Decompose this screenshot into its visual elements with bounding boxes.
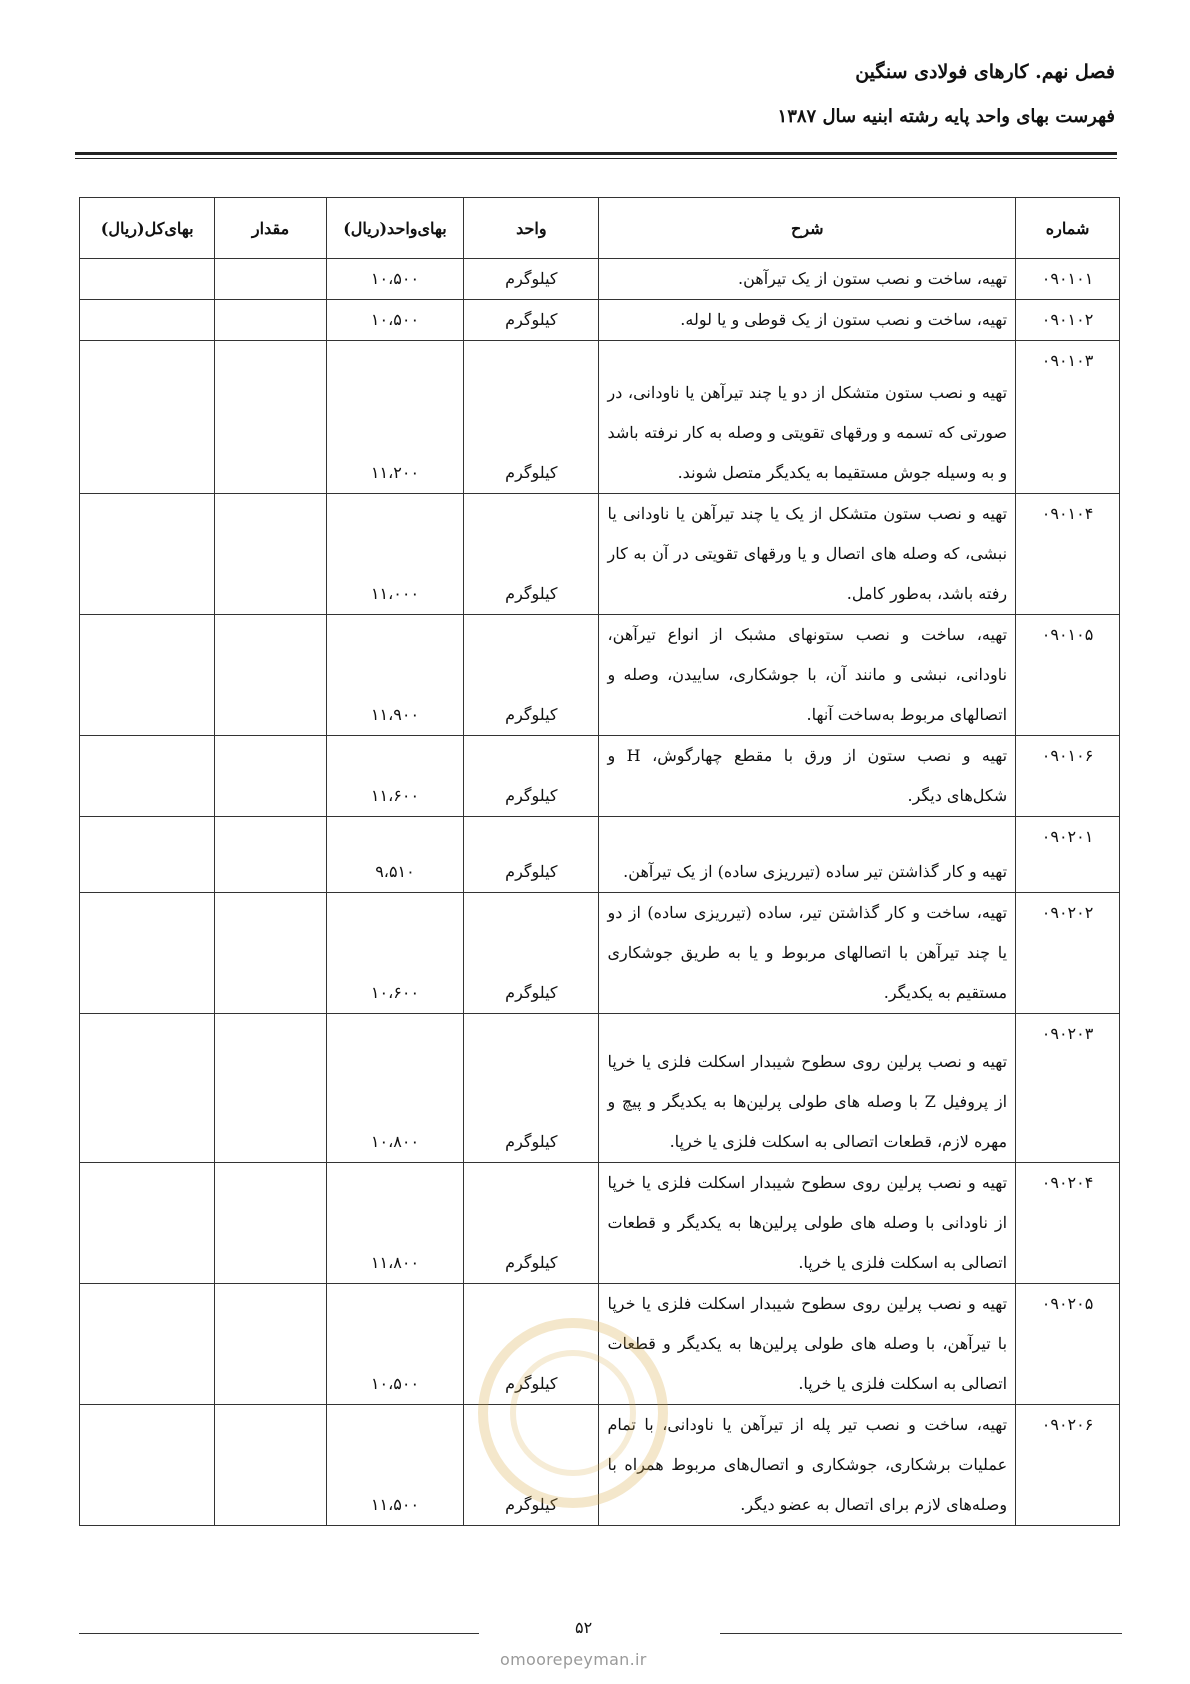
column-header-description: شرح [599,198,1016,259]
page-number: ۵۲ [575,1618,593,1637]
table-row [80,494,1120,615]
item-number: ۰۹۰۱۰۳ [1016,341,1120,494]
table-row [80,893,1120,1014]
page-header [75,56,1115,132]
item-quantity [215,1405,326,1526]
item-number: ۰۹۰۱۰۶ [1016,736,1120,817]
item-total-price [80,259,215,300]
item-quantity [215,341,326,494]
footer-divider-left [79,1633,479,1634]
column-header-total-price: بهای‌کل(ریال) [80,198,215,259]
site-watermark: omoorepeyman.ir [500,1650,647,1669]
item-number: ۰۹۰۲۰۳ [1016,1014,1120,1163]
item-total-price [80,736,215,817]
item-total-price [80,1405,215,1526]
item-quantity [215,893,326,1014]
price-table [79,197,1120,1526]
item-unit-price: ۱۱،۸۰۰ [326,1163,463,1284]
table-row [80,736,1120,817]
table-row [80,1163,1120,1284]
table-header-row [80,198,1120,259]
item-quantity [215,817,326,893]
footer-divider-right [720,1633,1122,1634]
item-quantity [215,736,326,817]
item-quantity [215,300,326,341]
item-quantity [215,494,326,615]
item-unit-price: ۱۰،۶۰۰ [326,893,463,1014]
item-total-price [80,494,215,615]
item-unit: کیلوگرم [464,1284,599,1405]
chapter-title: فصل نهم. کارهای فولادی سنگین [855,61,1115,83]
item-number: ۰۹۰۲۰۱ [1016,817,1120,893]
item-unit-price: ۱۱،۰۰۰ [326,494,463,615]
item-total-price [80,1014,215,1163]
item-number: ۰۹۰۲۰۶ [1016,1405,1120,1526]
item-quantity [215,1163,326,1284]
column-header-unit: واحد [464,198,599,259]
item-unit-price: ۱۰،۵۰۰ [326,1284,463,1405]
item-quantity [215,1284,326,1405]
header-divider-thin [75,158,1117,159]
item-total-price [80,1284,215,1405]
item-quantity [215,615,326,736]
item-quantity [215,259,326,300]
item-unit-price: ۹،۵۱۰ [326,817,463,893]
item-total-price [80,341,215,494]
item-description: تهیه، ساخت و کار گذاشتن تیر، ساده (تیرریزی ساده) از دو یا چند تیرآهن با اتصالهای مربوط و یا به طریق جوشکاری مستقیم به یکدیگر. [599,893,1016,1014]
item-unit: کیلوگرم [464,736,599,817]
item-unit: کیلوگرم [464,300,599,341]
item-number: ۰۹۰۱۰۲ [1016,300,1120,341]
item-description: تهیه و نصب پرلین روی سطوح شیبدار اسکلت فلزی یا خرپا از پروفیل Z با وصله های طولی پرلین‌ها به یکدیگر و پیچ و مهره لازم، قطعات اتصالی به اسکلت فلزی یا خرپا. [599,1014,1016,1163]
item-number: ۰۹۰۲۰۲ [1016,893,1120,1014]
table-row [80,1284,1120,1405]
item-unit: کیلوگرم [464,1405,599,1526]
item-unit: کیلوگرم [464,341,599,494]
item-unit: کیلوگرم [464,1014,599,1163]
item-description: تهیه، ساخت و نصب تیر پله از تیرآهن یا ناودانی، با تمام عملیات برشکاری، جوشکاری و اتصال‌های مربوط همراه با وصله‌های لازم برای اتصال به عضو دیگر. [599,1405,1016,1526]
item-description: تهیه، ساخت و نصب ستونهای مشبک از انواع تیرآهن، ناودانی، نبشی و مانند آن، با جوشکاری، ساییدن، وصله و اتصالهای مربوط به‌ساخت آنها. [599,615,1016,736]
item-number: ۰۹۰۱۰۱ [1016,259,1120,300]
item-unit-price: ۱۱،۶۰۰ [326,736,463,817]
item-description: تهیه، ساخت و نصب ستون از یک تیرآهن. [599,259,1016,300]
column-header-number: شماره [1016,198,1120,259]
item-unit: کیلوگرم [464,1163,599,1284]
item-number: ۰۹۰۱۰۴ [1016,494,1120,615]
table-row [80,1405,1120,1526]
table-row [80,341,1120,494]
item-unit-price: ۱۱،۲۰۰ [326,341,463,494]
table-row [80,1014,1120,1163]
item-number: ۰۹۰۲۰۴ [1016,1163,1120,1284]
item-quantity [215,1014,326,1163]
item-unit: کیلوگرم [464,615,599,736]
item-unit: کیلوگرم [464,494,599,615]
table-row [80,300,1120,341]
column-header-unit-price: بهای‌واحد(ریال) [326,198,463,259]
item-total-price [80,817,215,893]
item-unit-price: ۱۰،۵۰۰ [326,259,463,300]
item-description: تهیه، ساخت و نصب ستون از یک قوطی و یا لوله. [599,300,1016,341]
table-row [80,259,1120,300]
item-number: ۰۹۰۱۰۵ [1016,615,1120,736]
document-subtitle: فهرست بهای واحد پایه رشته ابنیه سال ۱۳۸۷ [777,106,1115,127]
item-unit-price: ۱۰،۸۰۰ [326,1014,463,1163]
table-row [80,817,1120,893]
item-description: تهیه و کار گذاشتن تیر ساده (تیرریزی ساده) از یک تیرآهن. [599,817,1016,893]
item-unit-price: ۱۱،۵۰۰ [326,1405,463,1526]
header-divider [75,152,1117,155]
item-description: تهیه و نصب ستون متشکل از دو یا چند تیرآهن یا ناودانی، در صورتی که تسمه و ورقهای تقویتی و وصله به کار نرفته باشد و به وسیله جوش مستقیما به یکدیگر متصل شوند. [599,341,1016,494]
item-total-price [80,893,215,1014]
item-unit-price: ۱۱،۹۰۰ [326,615,463,736]
column-header-quantity: مقدار [215,198,326,259]
item-description: تهیه و نصب پرلین روی سطوح شیبدار اسکلت فلزی یا خرپا با تیرآهن، با وصله های طولی پرلین‌ها به یکدیگر و قطعات اتصالی به اسکلت فلزی یا خرپا. [599,1284,1016,1405]
item-total-price [80,615,215,736]
item-description: تهیه و نصب ستون متشکل از یک یا چند تیرآهن یا ناودانی یا نبشی، که وصله های اتصال و یا ورقهای تقویتی در آن به کار رفته باشد، به‌طور کامل. [599,494,1016,615]
item-unit: کیلوگرم [464,817,599,893]
item-unit-price: ۱۰،۵۰۰ [326,300,463,341]
item-total-price [80,300,215,341]
table-row [80,615,1120,736]
item-total-price [80,1163,215,1284]
item-unit: کیلوگرم [464,893,599,1014]
item-number: ۰۹۰۲۰۵ [1016,1284,1120,1405]
item-unit: کیلوگرم [464,259,599,300]
item-description: تهیه و نصب ستون از ورق با مقطع چهارگوش، H و شکل‌های دیگر. [599,736,1016,817]
item-description: تهیه و نصب پرلین روی سطوح شیبدار اسکلت فلزی یا خرپا از ناودانی با وصله های طولی پرلین‌ها به یکدیگر و قطعات اتصالی به اسکلت فلزی یا خرپا. [599,1163,1016,1284]
